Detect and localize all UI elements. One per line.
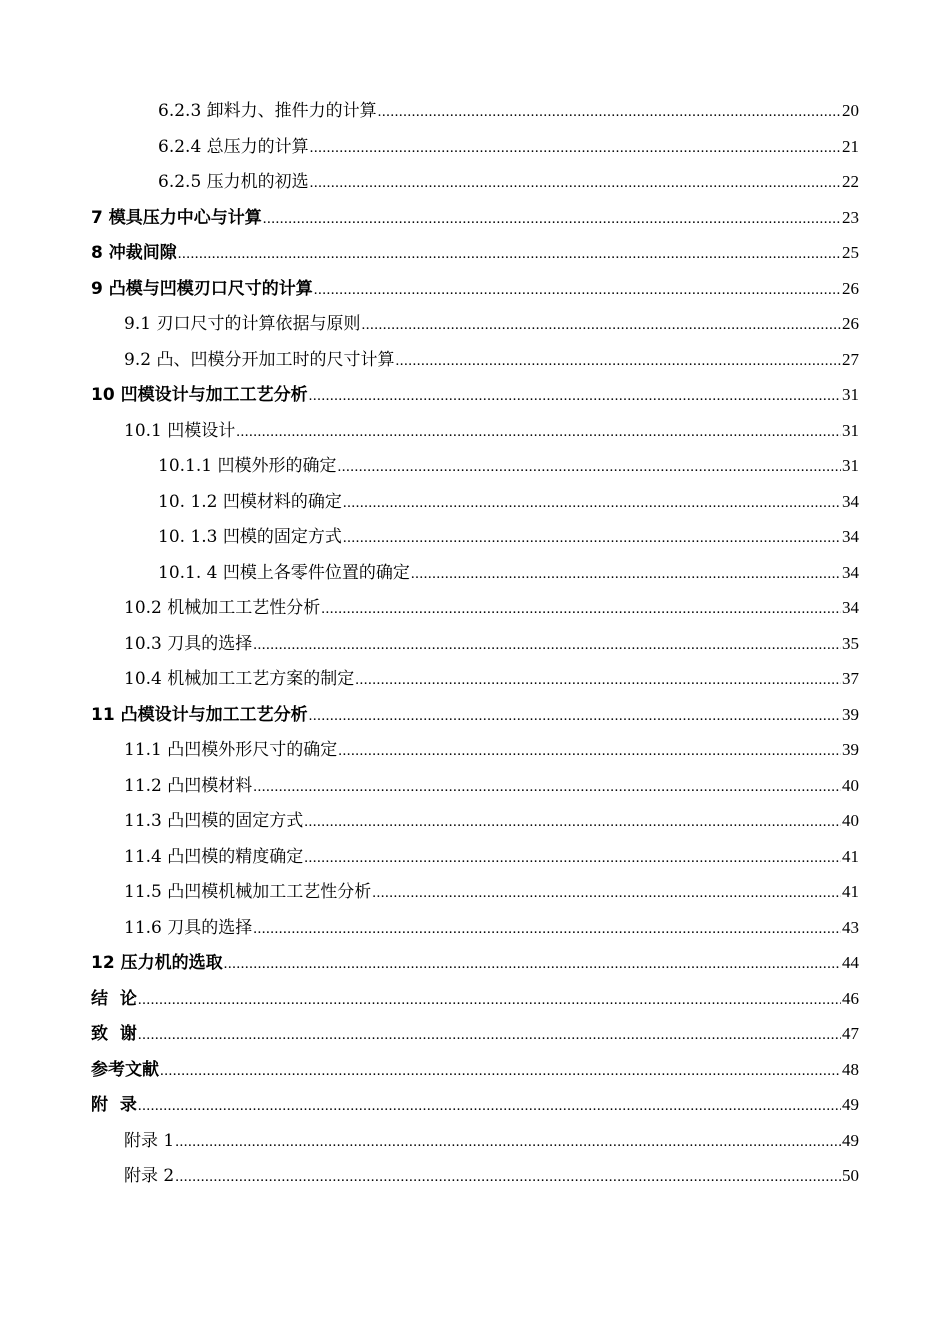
toc-entry[interactable] xyxy=(91,413,859,449)
toc-leader-dots xyxy=(309,379,841,415)
toc-entry-title: 10.1.1 凹模外形的确定 xyxy=(158,456,337,476)
toc-entry[interactable] xyxy=(91,1016,859,1052)
toc-page-number: 47 xyxy=(842,1024,859,1043)
toc-entry-title: 附录 2 xyxy=(124,1166,175,1186)
toc-entry-title: 11.2 凸凹模材料 xyxy=(124,775,253,796)
table-of-contents xyxy=(91,93,859,1194)
toc-page-number: 44 xyxy=(842,953,859,972)
toc-entry-title: 9.2 凸、凹模分开加工时的尺寸计算 xyxy=(124,349,395,370)
toc-leader-dots xyxy=(343,521,841,557)
toc-entry[interactable] xyxy=(91,235,859,271)
toc-leader-dots xyxy=(236,415,841,451)
toc-entry[interactable] xyxy=(91,768,859,804)
toc-page-number: 50 xyxy=(842,1166,859,1185)
toc-entry[interactable] xyxy=(91,377,859,413)
toc-page-number: 31 xyxy=(842,420,859,440)
toc-entry[interactable] xyxy=(91,93,859,129)
toc-entry[interactable] xyxy=(91,945,859,981)
toc-entry-title: 致 谢 xyxy=(91,1024,137,1044)
toc-entry-title: 结 论 xyxy=(91,988,137,1009)
toc-leader-dots xyxy=(372,876,841,912)
toc-page-number: 40 xyxy=(842,775,859,795)
toc-page-number: 48 xyxy=(842,1059,859,1079)
toc-entry-title: 10. 1.2 凹模材料的确定 xyxy=(158,491,342,512)
toc-leader-dots xyxy=(138,983,841,1019)
toc-leader-dots xyxy=(253,628,841,664)
toc-entry-title: 10. 1.3 凹模的固定方式 xyxy=(158,527,342,547)
toc-leader-dots xyxy=(138,1018,841,1054)
toc-leader-dots xyxy=(304,805,841,841)
toc-entry-title: 11.6 刀具的选择 xyxy=(124,917,253,938)
toc-entry[interactable] xyxy=(91,519,859,555)
toc-page-number: 22 xyxy=(842,172,859,191)
toc-page-number: 31 xyxy=(842,385,859,404)
toc-entry-title: 6.2.3 卸料力、推件力的计算 xyxy=(158,101,377,121)
toc-leader-dots xyxy=(178,237,841,273)
toc-leader-dots xyxy=(321,592,841,628)
toc-entry-title: 10.1 凹模设计 xyxy=(124,420,236,441)
toc-page-number: 37 xyxy=(842,669,859,688)
toc-leader-dots xyxy=(138,1089,841,1125)
toc-page-number: 49 xyxy=(842,1095,859,1114)
toc-leader-dots xyxy=(253,912,841,948)
toc-page-number: 34 xyxy=(842,527,859,546)
toc-entry[interactable] xyxy=(91,484,859,520)
toc-entry[interactable] xyxy=(91,1087,859,1123)
toc-entry-title: 附 录 xyxy=(91,1095,137,1115)
toc-leader-dots xyxy=(304,841,841,877)
toc-entry-title: 6.2.4 总压力的计算 xyxy=(158,136,309,157)
toc-page-number: 41 xyxy=(842,882,859,901)
toc-page-number: 34 xyxy=(842,491,859,511)
toc-entry[interactable] xyxy=(91,981,859,1017)
toc-entry[interactable] xyxy=(91,271,859,307)
toc-entry[interactable] xyxy=(91,342,859,378)
toc-page-number: 26 xyxy=(842,314,859,333)
toc-entry-title: 11.5 凸凹模机械加工工艺性分析 xyxy=(124,882,372,902)
toc-entry[interactable] xyxy=(91,1052,859,1088)
toc-page-number: 25 xyxy=(842,243,859,262)
toc-leader-dots xyxy=(314,273,841,309)
toc-entry-title: 附录 1 xyxy=(124,1130,175,1151)
toc-entry[interactable] xyxy=(91,839,859,875)
toc-page-number: 49 xyxy=(842,1130,859,1150)
toc-leader-dots xyxy=(309,699,841,735)
toc-entry-title: 9.1 刃口尺寸的计算依据与原则 xyxy=(124,314,361,334)
toc-entry-title: 7 模具压力中心与计算 xyxy=(91,207,262,228)
toc-entry[interactable] xyxy=(91,661,859,697)
toc-leader-dots xyxy=(224,947,841,983)
toc-entry-title: 12 压力机的选取 xyxy=(91,953,223,973)
toc-entry[interactable] xyxy=(91,129,859,165)
toc-entry-title: 11.1 凸凹模外形尺寸的确定 xyxy=(124,740,338,760)
toc-page-number: 31 xyxy=(842,456,859,475)
toc-leader-dots xyxy=(395,344,841,380)
toc-page-number: 39 xyxy=(842,740,859,759)
toc-page-number: 23 xyxy=(842,207,859,227)
toc-page-number: 26 xyxy=(842,278,859,298)
toc-entry[interactable] xyxy=(91,200,859,236)
toc-entry[interactable] xyxy=(91,555,859,591)
toc-page-number: 39 xyxy=(842,704,859,724)
toc-leader-dots xyxy=(175,1160,841,1196)
toc-leader-dots xyxy=(263,202,841,238)
toc-entry[interactable] xyxy=(91,803,859,839)
toc-page-number: 27 xyxy=(842,349,859,369)
toc-page-number: 34 xyxy=(842,598,859,617)
toc-leader-dots xyxy=(343,486,841,522)
toc-entry[interactable] xyxy=(91,910,859,946)
toc-entry[interactable] xyxy=(91,626,859,662)
toc-entry-title: 10.2 机械加工工艺性分析 xyxy=(124,598,321,618)
toc-entry-title: 6.2.5 压力机的初选 xyxy=(158,172,309,192)
toc-entry-title: 10.1. 4 凹模上各零件位置的确定 xyxy=(158,562,410,583)
toc-entry[interactable] xyxy=(91,448,859,484)
toc-entry-title: 10 凹模设计与加工工艺分析 xyxy=(91,385,308,405)
toc-leader-dots xyxy=(411,557,841,593)
toc-leader-dots xyxy=(253,770,841,806)
toc-entry-title: 10.3 刀具的选择 xyxy=(124,633,253,654)
toc-entry-title: 11 凸模设计与加工工艺分析 xyxy=(91,704,308,725)
toc-leader-dots xyxy=(310,131,841,167)
toc-entry[interactable] xyxy=(91,1123,859,1159)
toc-entry[interactable] xyxy=(91,732,859,768)
toc-entry-title: 11.4 凸凹模的精度确定 xyxy=(124,846,304,867)
toc-page-number: 46 xyxy=(842,988,859,1008)
toc-entry-title: 8 冲裁间隙 xyxy=(91,243,177,263)
toc-leader-dots xyxy=(175,1125,841,1161)
toc-leader-dots xyxy=(310,166,841,202)
toc-entry-title: 参考文献 xyxy=(91,1059,159,1080)
toc-entry-title: 9 凸模与凹模刃口尺寸的计算 xyxy=(91,278,313,299)
toc-entry[interactable] xyxy=(91,1158,859,1194)
toc-page-number: 34 xyxy=(842,562,859,582)
toc-leader-dots xyxy=(160,1054,841,1090)
toc-leader-dots xyxy=(338,734,841,770)
toc-entry-title: 10.4 机械加工工艺方案的制定 xyxy=(124,669,355,689)
toc-page-number: 41 xyxy=(842,846,859,866)
toc-page-number: 21 xyxy=(842,136,859,156)
toc-page-number: 20 xyxy=(842,101,859,120)
toc-entry[interactable] xyxy=(91,164,859,200)
toc-leader-dots xyxy=(337,450,841,486)
toc-leader-dots xyxy=(361,308,841,344)
toc-entry[interactable] xyxy=(91,306,859,342)
toc-entry[interactable] xyxy=(91,874,859,910)
toc-page-number: 43 xyxy=(842,917,859,937)
toc-entry[interactable] xyxy=(91,590,859,626)
toc-page-number: 40 xyxy=(842,811,859,830)
toc-leader-dots xyxy=(378,95,841,131)
toc-entry[interactable] xyxy=(91,697,859,733)
toc-entry-title: 11.3 凸凹模的固定方式 xyxy=(124,811,304,831)
toc-leader-dots xyxy=(355,663,841,699)
toc-page-number: 35 xyxy=(842,633,859,653)
